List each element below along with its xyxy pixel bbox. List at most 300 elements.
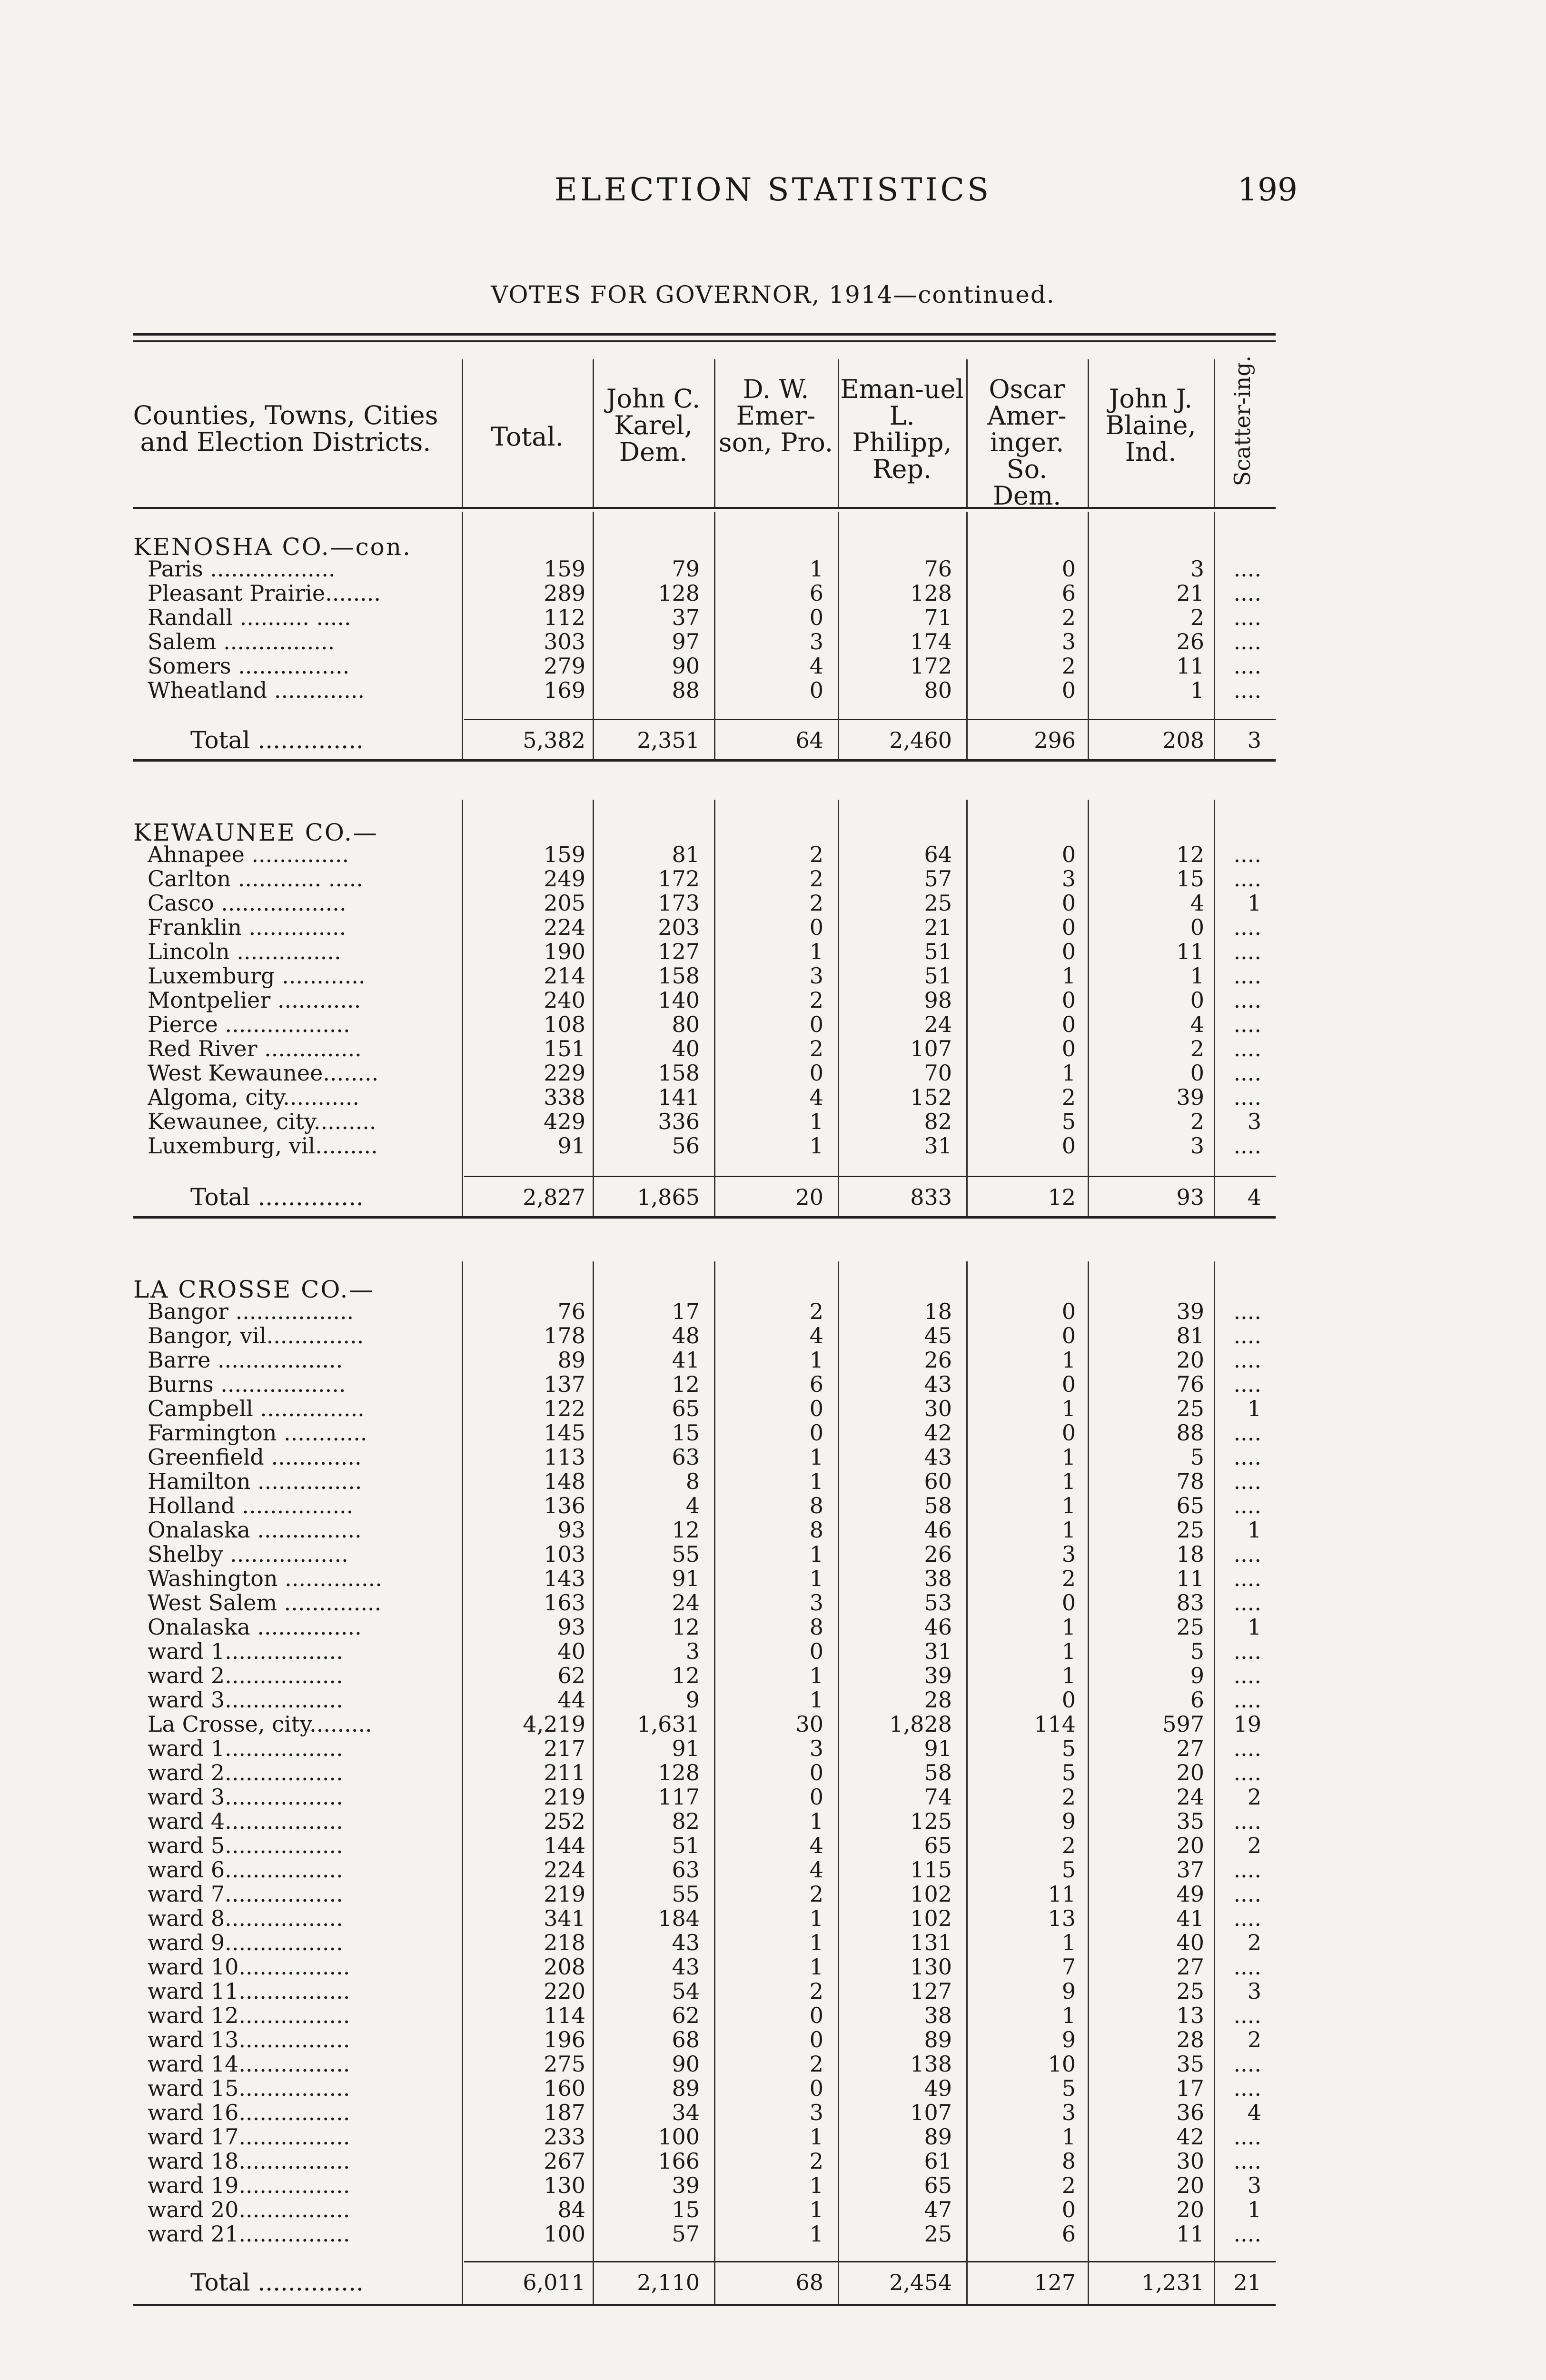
cell-scattering: .... bbox=[1233, 1735, 1261, 1761]
cell-emerson: 2 bbox=[809, 1299, 823, 1324]
district-name: Somers ................ bbox=[148, 654, 350, 678]
cell-ameringer: 5 bbox=[1061, 1109, 1076, 1134]
cell-emerson: 2 bbox=[809, 1881, 823, 1907]
cell-total: 208 bbox=[544, 1954, 585, 1980]
table-row bbox=[0, 2222, 1546, 2246]
cell-emerson: 1 bbox=[809, 1541, 823, 1567]
cell-blaine: 11 bbox=[1176, 653, 1204, 679]
table-row bbox=[0, 1834, 1546, 1858]
cell-emerson: 8 bbox=[809, 1517, 823, 1543]
cell-total: 159 bbox=[544, 842, 585, 867]
cell-emerson: 1 bbox=[809, 939, 823, 964]
cell-karel: 91 bbox=[672, 1566, 700, 1591]
cell-blaine: 0 bbox=[1190, 914, 1204, 940]
cell-philipp: 71 bbox=[924, 605, 952, 630]
table-row bbox=[0, 1785, 1546, 1809]
district-name: Greenfield ............. bbox=[148, 1445, 362, 1469]
cell-karel: 91 bbox=[672, 1735, 700, 1761]
table-row bbox=[0, 940, 1546, 964]
district-name: Washington .............. bbox=[148, 1567, 382, 1591]
cell-emerson: 1 bbox=[809, 1109, 823, 1134]
cell-scattering: .... bbox=[1233, 1060, 1261, 1086]
cell-karel: 158 bbox=[658, 963, 700, 989]
district-name: ward 2................. bbox=[148, 1761, 343, 1785]
cell-scattering: .... bbox=[1233, 2075, 1261, 2101]
cell-emerson: 2 bbox=[809, 1978, 823, 2004]
cell-ameringer: 1 bbox=[1061, 1493, 1076, 1518]
cell-karel: 65 bbox=[672, 1396, 700, 1421]
cell-emerson: 0 bbox=[809, 2027, 823, 2053]
district-name: ward 1................. bbox=[148, 1736, 343, 1761]
column-rule bbox=[966, 512, 968, 759]
cell-blaine: 27 bbox=[1176, 1735, 1204, 1761]
cell-ameringer: 0 bbox=[1061, 1012, 1076, 1037]
cell-blaine: 6 bbox=[1190, 1687, 1204, 1713]
table-row bbox=[0, 1134, 1546, 1158]
column-rule bbox=[714, 359, 715, 507]
cell-philipp: 58 bbox=[924, 1493, 952, 1518]
cell-karel: 12 bbox=[672, 1614, 700, 1640]
column-header-ameringer: Oscar Amer-inger. So. Dem. bbox=[987, 374, 1067, 511]
cell-philipp: 25 bbox=[924, 890, 952, 916]
cell-ameringer: 5 bbox=[1061, 1857, 1076, 1883]
district-name: ward 20................ bbox=[148, 2198, 350, 2222]
cell-ameringer: 3 bbox=[1061, 629, 1076, 654]
district-name: Luxemburg, vil......... bbox=[148, 1134, 378, 1158]
cell-karel: 79 bbox=[672, 556, 700, 582]
district-name: ward 5................. bbox=[148, 1834, 343, 1858]
column-rule bbox=[1214, 1261, 1215, 2304]
column-header-philipp: Eman-uel L. Philipp, Rep. bbox=[840, 374, 964, 484]
cell-emerson: 1 bbox=[809, 2172, 823, 2198]
cell-scattering: .... bbox=[1233, 1808, 1261, 1834]
cell-total: 136 bbox=[544, 1493, 585, 1518]
cell-philipp: 89 bbox=[924, 2027, 952, 2053]
table-row bbox=[0, 1931, 1546, 1955]
cell-ameringer: 5 bbox=[1061, 2075, 1076, 2101]
district-name: ward 19................ bbox=[148, 2173, 350, 2198]
cell-ameringer: 6 bbox=[1061, 2221, 1076, 2247]
cell-total: 267 bbox=[544, 2148, 585, 2174]
cell-scattering: .... bbox=[1233, 1638, 1261, 1664]
cell-scattering: .... bbox=[1233, 629, 1261, 654]
column-header-emerson: D. W. Emer-son, Pro. bbox=[718, 374, 833, 457]
column-rule bbox=[966, 359, 968, 507]
table-row bbox=[0, 915, 1546, 940]
cell-ameringer: 0 bbox=[1061, 1299, 1076, 1324]
cell-blaine: 36 bbox=[1176, 2100, 1204, 2125]
column-rule bbox=[593, 359, 594, 507]
cell-karel: 34 bbox=[672, 2100, 700, 2125]
cell-philipp: 26 bbox=[924, 1541, 952, 1567]
cell-philipp: 102 bbox=[910, 1905, 952, 1931]
table-row bbox=[0, 1348, 1546, 1372]
cell-scattering: .... bbox=[1233, 1663, 1261, 1688]
cell-philipp: 65 bbox=[924, 2172, 952, 2198]
cell-scattering: .... bbox=[1233, 1347, 1261, 1373]
column-rule bbox=[714, 1261, 715, 2304]
district-name: ward 3................. bbox=[148, 1785, 343, 1809]
table-title: VOTES FOR GOVERNOR, 1914—continued. bbox=[491, 281, 1055, 308]
cell-emerson: 1 bbox=[809, 2221, 823, 2247]
cell-scattering: 3 bbox=[1247, 1978, 1261, 2004]
table-row bbox=[0, 964, 1546, 988]
cell-blaine: 2 bbox=[1190, 605, 1204, 630]
district-name: ward 15................ bbox=[148, 2076, 350, 2101]
table-row bbox=[0, 1591, 1546, 1615]
table-row bbox=[0, 654, 1546, 678]
cell-ameringer: 1 bbox=[1061, 1614, 1076, 1640]
cell-ameringer: 1 bbox=[1061, 1638, 1076, 1664]
cell-karel: 90 bbox=[672, 2051, 700, 2077]
rule bbox=[133, 759, 1276, 762]
cell-blaine: 25 bbox=[1176, 1517, 1204, 1543]
cell-total: 217 bbox=[544, 1735, 585, 1761]
cell-philipp: 51 bbox=[924, 963, 952, 989]
cell-total: 91 bbox=[557, 1133, 585, 1159]
cell-ameringer: 1 bbox=[1061, 2124, 1076, 2150]
cell-scattering: 1 bbox=[1247, 2197, 1261, 2222]
cell-blaine: 37 bbox=[1176, 1857, 1204, 1883]
cell-emerson: 0 bbox=[809, 1784, 823, 1810]
total-emerson: 64 bbox=[795, 727, 823, 753]
cell-total: 275 bbox=[544, 2051, 585, 2077]
cell-blaine: 83 bbox=[1176, 1590, 1204, 1616]
district-name: ward 12................ bbox=[148, 2003, 350, 2028]
cell-philipp: 31 bbox=[924, 1133, 952, 1159]
cell-blaine: 20 bbox=[1176, 1347, 1204, 1373]
column-rule bbox=[1214, 800, 1215, 1216]
cell-ameringer: 3 bbox=[1061, 2100, 1076, 2125]
cell-blaine: 0 bbox=[1190, 1060, 1204, 1086]
column-rule bbox=[1088, 359, 1089, 507]
cell-scattering: .... bbox=[1233, 1590, 1261, 1616]
cell-blaine: 20 bbox=[1176, 2197, 1204, 2222]
cell-emerson: 1 bbox=[809, 1347, 823, 1373]
cell-blaine: 39 bbox=[1176, 1084, 1204, 1110]
cell-total: 44 bbox=[557, 1687, 585, 1713]
cell-philipp: 74 bbox=[924, 1784, 952, 1810]
cell-blaine: 9 bbox=[1190, 1663, 1204, 1688]
cell-blaine: 25 bbox=[1176, 1978, 1204, 2004]
district-name: Casco .................. bbox=[148, 891, 347, 915]
cell-emerson: 2 bbox=[809, 890, 823, 916]
cell-karel: 55 bbox=[672, 1541, 700, 1567]
district-name: Kewaunee, city......... bbox=[148, 1110, 377, 1134]
cell-scattering: 3 bbox=[1247, 1109, 1261, 1134]
cell-total: 214 bbox=[544, 963, 585, 989]
cell-total: 219 bbox=[544, 1784, 585, 1810]
cell-karel: 41 bbox=[672, 1347, 700, 1373]
total-blaine: 1,231 bbox=[1141, 2270, 1204, 2295]
total-total: 2,827 bbox=[523, 1184, 585, 1210]
column-header-scattering: Scatter-ing. bbox=[1229, 355, 1255, 486]
district-name: Shelby ................. bbox=[148, 1542, 348, 1567]
cell-emerson: 3 bbox=[809, 629, 823, 654]
district-name: ward 17................ bbox=[148, 2125, 350, 2149]
cell-karel: 97 bbox=[672, 629, 700, 654]
table-row bbox=[0, 605, 1546, 630]
cell-scattering: .... bbox=[1233, 987, 1261, 1013]
district-name: Lincoln ............... bbox=[148, 940, 341, 964]
column-rule bbox=[593, 800, 594, 1216]
cell-scattering: 1 bbox=[1247, 1396, 1261, 1421]
cell-total: 187 bbox=[544, 2100, 585, 2125]
table-row bbox=[0, 2028, 1546, 2052]
column-rule bbox=[462, 359, 463, 507]
cell-karel: 140 bbox=[658, 987, 700, 1013]
cell-total: 224 bbox=[544, 914, 585, 940]
table-row bbox=[0, 2125, 1546, 2149]
cell-karel: 17 bbox=[672, 1299, 700, 1324]
cell-ameringer: 1 bbox=[1061, 1663, 1076, 1688]
cell-philipp: 21 bbox=[924, 914, 952, 940]
cell-scattering: .... bbox=[1233, 1444, 1261, 1470]
cell-scattering: .... bbox=[1233, 2148, 1261, 2174]
cell-emerson: 6 bbox=[809, 1371, 823, 1397]
cell-total: 240 bbox=[544, 987, 585, 1013]
column-rule bbox=[714, 800, 715, 1216]
rule bbox=[464, 1176, 1276, 1177]
table-row bbox=[0, 1882, 1546, 1906]
cell-total: 93 bbox=[557, 1614, 585, 1640]
column-rule bbox=[462, 800, 463, 1216]
total-scattering: 21 bbox=[1233, 2270, 1261, 2295]
cell-karel: 40 bbox=[672, 1036, 700, 1061]
cell-philipp: 30 bbox=[924, 1396, 952, 1421]
cell-karel: 12 bbox=[672, 1517, 700, 1543]
cell-total: 229 bbox=[544, 1060, 585, 1086]
cell-blaine: 41 bbox=[1176, 1905, 1204, 1931]
cell-karel: 336 bbox=[658, 1109, 700, 1134]
table-row bbox=[0, 1085, 1546, 1110]
district-name: ward 14................ bbox=[148, 2052, 350, 2076]
district-name: Montpelier ............ bbox=[148, 988, 361, 1012]
cell-ameringer: 10 bbox=[1048, 2051, 1076, 2077]
cell-scattering: .... bbox=[1233, 1323, 1261, 1349]
cell-ameringer: 2 bbox=[1061, 1084, 1076, 1110]
district-name: Franklin .............. bbox=[148, 915, 347, 940]
cell-emerson: 1 bbox=[809, 1687, 823, 1713]
cell-philipp: 138 bbox=[910, 2051, 952, 2077]
cell-karel: 172 bbox=[658, 866, 700, 892]
column-rule bbox=[838, 512, 839, 759]
cell-ameringer: 0 bbox=[1061, 914, 1076, 940]
total-philipp: 2,460 bbox=[889, 727, 952, 753]
cell-ameringer: 2 bbox=[1061, 1833, 1076, 1858]
total-ameringer: 127 bbox=[1034, 2270, 1076, 2295]
cell-emerson: 1 bbox=[809, 1905, 823, 1931]
cell-blaine: 30 bbox=[1176, 2148, 1204, 2174]
district-name: Red River .............. bbox=[148, 1037, 362, 1061]
cell-philipp: 172 bbox=[910, 653, 952, 679]
table-row bbox=[0, 1615, 1546, 1639]
cell-blaine: 42 bbox=[1176, 2124, 1204, 2150]
cell-emerson: 0 bbox=[809, 1396, 823, 1421]
cell-philipp: 25 bbox=[924, 2221, 952, 2247]
total-row bbox=[0, 728, 1546, 753]
table-row bbox=[0, 867, 1546, 891]
district-name: ward 7................. bbox=[148, 1882, 343, 1906]
column-rule bbox=[593, 512, 594, 759]
cell-blaine: 4 bbox=[1190, 1012, 1204, 1037]
cell-total: 40 bbox=[557, 1638, 585, 1664]
cell-total: 303 bbox=[544, 629, 585, 654]
cell-philipp: 45 bbox=[924, 1323, 952, 1349]
cell-emerson: 4 bbox=[809, 1084, 823, 1110]
cell-total: 159 bbox=[544, 556, 585, 582]
table-row bbox=[0, 1542, 1546, 1567]
cell-karel: 68 bbox=[672, 2027, 700, 2053]
cell-emerson: 0 bbox=[809, 605, 823, 630]
district-name: ward 4................. bbox=[148, 1809, 343, 1834]
cell-total: 160 bbox=[544, 2075, 585, 2101]
cell-karel: 63 bbox=[672, 1444, 700, 1470]
district-name: Wheatland ............. bbox=[148, 678, 365, 703]
cell-total: 108 bbox=[544, 1012, 585, 1037]
cell-blaine: 3 bbox=[1190, 556, 1204, 582]
cell-scattering: 2 bbox=[1247, 1784, 1261, 1810]
cell-philipp: 127 bbox=[910, 1978, 952, 2004]
cell-emerson: 30 bbox=[795, 1711, 823, 1737]
cell-scattering: .... bbox=[1233, 1541, 1261, 1567]
cell-scattering: .... bbox=[1233, 1760, 1261, 1785]
cell-ameringer: 1 bbox=[1061, 1060, 1076, 1086]
cell-philipp: 107 bbox=[910, 1036, 952, 1061]
cell-emerson: 1 bbox=[809, 556, 823, 582]
cell-karel: 128 bbox=[658, 580, 700, 606]
cell-scattering: .... bbox=[1233, 2003, 1261, 2028]
cell-philipp: 46 bbox=[924, 1517, 952, 1543]
total-karel: 2,351 bbox=[637, 727, 700, 753]
table-row bbox=[0, 1567, 1546, 1591]
cell-total: 4,219 bbox=[523, 1711, 585, 1737]
cell-philipp: 91 bbox=[924, 1735, 952, 1761]
cell-blaine: 21 bbox=[1176, 580, 1204, 606]
cell-emerson: 1 bbox=[809, 1954, 823, 1980]
cell-scattering: 2 bbox=[1247, 1833, 1261, 1858]
cell-ameringer: 0 bbox=[1061, 1687, 1076, 1713]
cell-emerson: 2 bbox=[809, 1036, 823, 1061]
cell-philipp: 70 bbox=[924, 1060, 952, 1086]
cell-blaine: 2 bbox=[1190, 1109, 1204, 1134]
cell-blaine: 25 bbox=[1176, 1396, 1204, 1421]
cell-scattering: .... bbox=[1233, 1687, 1261, 1713]
cell-total: 137 bbox=[544, 1371, 585, 1397]
table-row bbox=[0, 557, 1546, 581]
cell-blaine: 0 bbox=[1190, 987, 1204, 1013]
cell-ameringer: 1 bbox=[1061, 1468, 1076, 1494]
cell-philipp: 128 bbox=[910, 580, 952, 606]
cell-scattering: .... bbox=[1233, 1420, 1261, 1446]
column-rule bbox=[1214, 512, 1215, 759]
cell-ameringer: 0 bbox=[1061, 556, 1076, 582]
cell-emerson: 1 bbox=[809, 1808, 823, 1834]
cell-total: 62 bbox=[557, 1663, 585, 1688]
running-title: ELECTION STATISTICS bbox=[554, 171, 992, 208]
table-row bbox=[0, 630, 1546, 654]
cell-blaine: 81 bbox=[1176, 1323, 1204, 1349]
cell-emerson: 0 bbox=[809, 677, 823, 703]
cell-karel: 100 bbox=[658, 2124, 700, 2150]
cell-karel: 88 bbox=[672, 677, 700, 703]
column-header-karel: John C. Karel, Dem. bbox=[606, 384, 701, 467]
district-name: ward 21................ bbox=[148, 2222, 350, 2246]
cell-blaine: 20 bbox=[1176, 2172, 1204, 2198]
cell-ameringer: 0 bbox=[1061, 1323, 1076, 1349]
cell-emerson: 0 bbox=[809, 1060, 823, 1086]
cell-emerson: 0 bbox=[809, 914, 823, 940]
rule bbox=[133, 2304, 1276, 2306]
cell-total: 151 bbox=[544, 1036, 585, 1061]
cell-blaine: 11 bbox=[1176, 1566, 1204, 1591]
cell-ameringer: 1 bbox=[1061, 1930, 1076, 1955]
cell-emerson: 0 bbox=[809, 1760, 823, 1785]
cell-ameringer: 0 bbox=[1061, 677, 1076, 703]
total-total: 5,382 bbox=[523, 727, 585, 753]
cell-emerson: 2 bbox=[809, 842, 823, 867]
cell-blaine: 5 bbox=[1190, 1638, 1204, 1664]
cell-philipp: 98 bbox=[924, 987, 952, 1013]
cell-karel: 54 bbox=[672, 1978, 700, 2004]
table-row bbox=[0, 1809, 1546, 1834]
cell-emerson: 2 bbox=[809, 987, 823, 1013]
table-row bbox=[0, 1688, 1546, 1712]
cell-philipp: 31 bbox=[924, 1638, 952, 1664]
cell-karel: 90 bbox=[672, 653, 700, 679]
cell-scattering: .... bbox=[1233, 605, 1261, 630]
cell-ameringer: 1 bbox=[1061, 1444, 1076, 1470]
cell-karel: 39 bbox=[672, 2172, 700, 2198]
county-heading: KENOSHA CO.—con. bbox=[133, 533, 412, 561]
column-rule bbox=[1214, 359, 1215, 507]
cell-emerson: 1 bbox=[809, 2197, 823, 2222]
cell-blaine: 597 bbox=[1162, 1711, 1204, 1737]
cell-blaine: 35 bbox=[1176, 1808, 1204, 1834]
cell-blaine: 1 bbox=[1190, 677, 1204, 703]
cell-total: 233 bbox=[544, 2124, 585, 2150]
cell-philipp: 18 bbox=[924, 1299, 952, 1324]
cell-emerson: 3 bbox=[809, 963, 823, 989]
cell-total: 89 bbox=[557, 1347, 585, 1373]
cell-philipp: 152 bbox=[910, 1084, 952, 1110]
cell-ameringer: 8 bbox=[1061, 2148, 1076, 2174]
cell-scattering: 2 bbox=[1247, 2027, 1261, 2053]
district-name: ward 2................. bbox=[148, 1664, 343, 1688]
cell-total: 205 bbox=[544, 890, 585, 916]
cell-karel: 12 bbox=[672, 1663, 700, 1688]
total-blaine: 93 bbox=[1176, 1184, 1204, 1210]
table-row bbox=[0, 2076, 1546, 2101]
table-row bbox=[0, 1012, 1546, 1037]
cell-karel: 1,631 bbox=[637, 1711, 700, 1737]
cell-emerson: 3 bbox=[809, 1735, 823, 1761]
cell-philipp: 24 bbox=[924, 1012, 952, 1037]
cell-philipp: 80 bbox=[924, 677, 952, 703]
cell-scattering: .... bbox=[1233, 1084, 1261, 1110]
cell-total: 252 bbox=[544, 1808, 585, 1834]
cell-karel: 117 bbox=[658, 1784, 700, 1810]
cell-philipp: 38 bbox=[924, 1566, 952, 1591]
cell-philipp: 49 bbox=[924, 2075, 952, 2101]
cell-karel: 82 bbox=[672, 1808, 700, 1834]
total-blaine: 208 bbox=[1162, 727, 1204, 753]
column-rule bbox=[1088, 800, 1089, 1216]
cell-total: 224 bbox=[544, 1857, 585, 1883]
cell-ameringer: 1 bbox=[1061, 963, 1076, 989]
cell-total: 114 bbox=[544, 2003, 585, 2028]
cell-total: 84 bbox=[557, 2197, 585, 2222]
